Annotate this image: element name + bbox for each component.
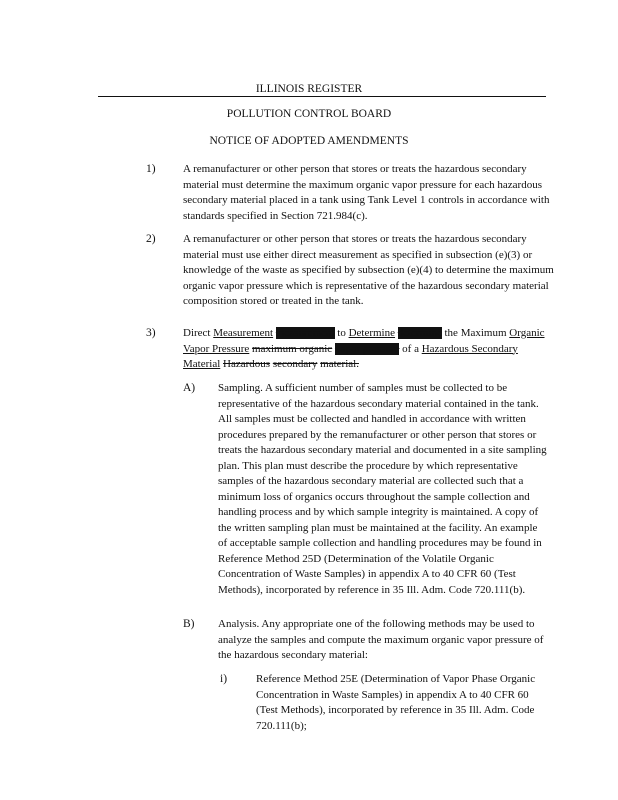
heading-secondary-deleted: secondary bbox=[272, 358, 318, 370]
item-1-number: 1) bbox=[146, 163, 156, 175]
item-3b-i-number: i) bbox=[220, 673, 228, 685]
heading-hazardous-deleted: Hazardous bbox=[223, 358, 271, 370]
heading-determine-added: Determine bbox=[348, 327, 396, 339]
item-3a-text: Sampling. A sufficient number of samples must be collected to be representative of the hazardous secondary material contained in the tank. All samples must be collected and handled in accordance with written procedures prepared by the remanufacturer or other person that stores or treats the hazardous secondary material and documented in a site sampling plan. This plan must describe the procedure by which representative samples of the hazardous secondary material are collected such that a minimum loss of organics occurs throughout the sample collection and handling process and by which sample integrity is maintained. A copy of the written sampling plan must be maintained at the facility. An example of acceptable sample collection and handling procedures may be found in Reference Method 25D (Determination of the Volatile Organic Concentration of Waste Samples) in appendix A to 40 CFR 60 (Test Methods), incorporated by reference in 35 Ill. Adm. Code 720.111(b). bbox=[218, 382, 547, 596]
board-title: POLLUTION CONTROL BOARD bbox=[226, 108, 392, 120]
item-3-heading bbox=[183, 326, 555, 373]
register-title: ILLINOIS REGISTER bbox=[255, 83, 363, 95]
heading-direct: Direct bbox=[183, 327, 211, 339]
heading-the-maximum: the Maximum bbox=[444, 327, 507, 339]
item-3b-text: Analysis. Any appropriate one of the following methods may be used to analyze the samples and compute the maximum organic vapor pressure of the hazardous secondary material: bbox=[218, 618, 544, 661]
heading-vapor-pressure-deleted: vapor pressure bbox=[334, 342, 400, 355]
notice-title: NOTICE OF ADOPTED AMENDMENTS bbox=[209, 135, 409, 147]
item-2-text: A remanufacturer or other person that stores or treats the hazardous secondary material must use either direct measurement as specified in subsection (e)(3) or knowledge of the waste as specified by subsection (e)(4) to determine the maximum organic vapor pressure which is representative of the hazardous secondary material composition stored or treated in the tank. bbox=[183, 233, 554, 307]
heading-ovp-added: Organic Vapor Pressure bbox=[183, 327, 545, 355]
item-3b-number: B) bbox=[183, 618, 195, 630]
heading-material-deleted: material. bbox=[320, 358, 359, 370]
item-2-number: 2) bbox=[146, 233, 156, 245]
header-rule bbox=[98, 96, 546, 97]
heading-to: to bbox=[337, 327, 346, 339]
heading-determine-deleted: determine bbox=[397, 327, 442, 339]
heading-measurement-deleted: measurement bbox=[275, 327, 335, 339]
heading-maximum-organic-deleted: maximum organic bbox=[252, 342, 333, 355]
item-3a-number: A) bbox=[183, 382, 196, 394]
item-3b-i-text: Reference Method 25E (Determination of Vapor Phase Organic Concentration in Waste Samples) in appendix A to 40 CFR 60 (Test Methods), incorporated by reference in 35 Ill. Adm. Code 720.111(b); bbox=[256, 673, 536, 732]
heading-hsm-added: Hazardous Secondary Material bbox=[183, 342, 518, 370]
item-3-number: 3) bbox=[146, 327, 156, 339]
heading-of-a: of a bbox=[402, 342, 419, 355]
item-1-text: A remanufacturer or other person that stores or treats the hazardous secondary material must determine the maximum organic vapor pressure for each hazardous secondary material placed in a tank using Tank Level 1 controls in accordance with standards specified in Section 721.984(c). bbox=[183, 163, 550, 222]
heading-measurement-added: Measurement bbox=[213, 327, 274, 339]
